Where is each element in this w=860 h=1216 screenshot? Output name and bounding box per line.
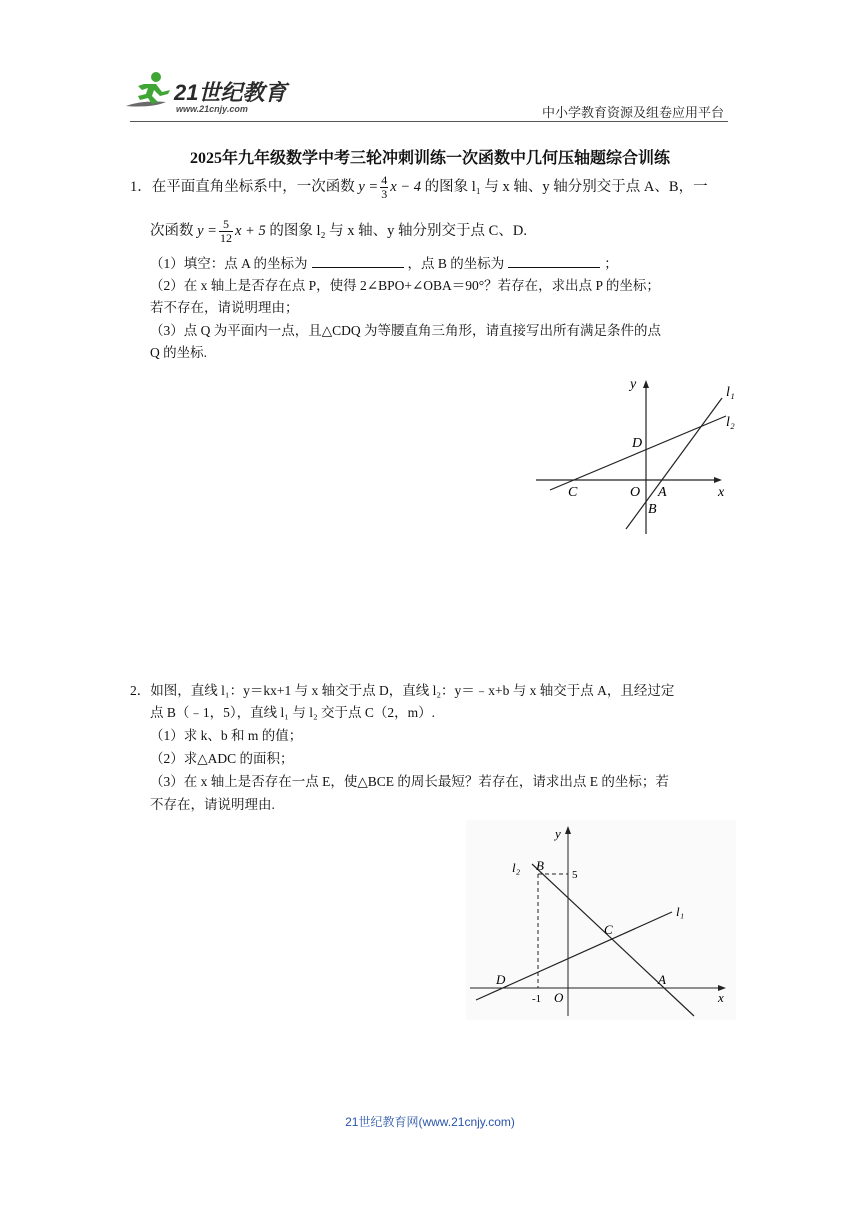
q1-part3-line2: Q 的坐标. — [150, 345, 207, 360]
fraction-denominator: 3 — [381, 187, 388, 201]
q2-part2: （2）求△ADC 的面积； — [150, 751, 294, 766]
q1-figure — [530, 372, 740, 542]
label-D: D — [496, 972, 506, 987]
q2-text-a: 如图，直线 l₁：y＝kx+1 与 x 轴交于点 D，直线 l₂：y＝﹣x+b 与 x 轴交于点 A，且经过定 — [150, 683, 675, 698]
q1-eq2-fraction — [219, 218, 233, 245]
logo-text: 21世纪教育 — [174, 80, 287, 105]
label-C: C — [604, 922, 613, 937]
q1-part1-text-a: （1）填空：点 A 的坐标为 — [150, 256, 308, 271]
q1-part2-line1: （2）在 x 轴上是否存在点 P，使得 2∠BPO+∠OBA＝90°？若存在，求出点 P 的坐标； — [150, 278, 660, 293]
platform-name: 中小学教育资源及组卷应用平台 — [541, 105, 724, 120]
label-A: A — [658, 972, 666, 987]
q1-part1-text-b: ，点 B 的坐标为 — [407, 256, 505, 271]
q1-eq2-lhs: y = — [197, 222, 217, 239]
label-C: C — [568, 485, 578, 500]
label-O: O — [630, 485, 641, 500]
label-y: y — [555, 826, 561, 841]
q2-part3-line2: 不存在，请说明理由. — [150, 797, 275, 812]
q2-number: 2． — [130, 683, 151, 698]
x-axis-arrow — [714, 477, 722, 483]
q2-part3-line1: （3）在 x 轴上是否存在一点 E，使△BCE 的周长最短？若存在，请求出点 E 的坐标；若 — [150, 774, 669, 789]
q1-line2 — [150, 218, 527, 245]
q1-line1 — [130, 174, 708, 201]
label-x: x — [718, 485, 725, 500]
label-A: A — [658, 485, 667, 500]
site-logo — [122, 70, 292, 116]
footer-link[interactable]: 21世纪教育网(www.21cnjy.com) — [345, 1115, 515, 1129]
label-neg1: -1 — [532, 993, 542, 1005]
label-B: B — [648, 502, 657, 517]
q1-eq1-rhs: x − 4 — [390, 178, 421, 195]
q2-figure — [466, 820, 736, 1020]
header-divider — [130, 121, 728, 122]
q1-part1-text-c: ； — [604, 256, 618, 271]
q1-part3-line1: （3）点 Q 为平面内一点，且△CDQ 为等腰直角三角形，请直接写出所有满足条件的点 — [150, 323, 662, 338]
q2-part1: （1）求 k、b 和 m 的值； — [150, 728, 303, 743]
label-l1: l₁ — [676, 904, 685, 919]
label-5: 5 — [572, 869, 578, 881]
line-l2 — [550, 416, 726, 490]
label-B: B — [536, 858, 544, 873]
q1-part2-line2: 若不存在，请说明理由； — [150, 300, 299, 315]
answer-blank-b[interactable] — [508, 254, 600, 268]
q1-eq2-rhs: x + 5 — [234, 222, 266, 239]
runner-logo-icon — [122, 70, 182, 112]
page-title: 2025年九年级数学中考三轮冲刺训练一次函数中几何压轴题综合训练 — [189, 150, 670, 167]
q1-number: 1． — [130, 178, 152, 195]
q1-eq1-fraction — [380, 174, 388, 201]
y-axis-arrow — [643, 380, 649, 388]
label-D: D — [632, 436, 643, 451]
fraction-denominator: 12 — [219, 231, 232, 245]
q1-eq1-lhs: y = — [358, 178, 379, 195]
label-l2: l₂ — [726, 415, 735, 430]
q1-part1 — [150, 253, 618, 275]
fraction-numerator: 5 — [219, 218, 233, 232]
q1-text-b: 的图象 l₁ 与 x 轴、y 轴分别交于点 A、B，一 — [424, 178, 708, 195]
line-l1 — [476, 912, 672, 1000]
answer-blank-a[interactable] — [312, 254, 404, 268]
label-l1: l₁ — [726, 385, 735, 400]
q2-line1 — [130, 680, 674, 702]
y-axis-arrow — [565, 826, 571, 834]
logo-url: www.21cnjy.com — [176, 104, 248, 114]
q1-text-a: 在平面直角坐标系中，一次函数 — [151, 178, 355, 195]
fraction-numerator: 4 — [381, 173, 388, 187]
label-l2: l₂ — [512, 860, 521, 875]
q2-line2: 点 B（﹣1，5），直线 l₁ 与 l₂ 交于点 C（2，m）. — [150, 705, 436, 720]
q1-text-c: 次函数 — [150, 222, 194, 239]
label-O: O — [554, 990, 564, 1005]
line-l1 — [626, 398, 722, 529]
label-y: y — [630, 377, 637, 392]
q1-text-d: 的图象 l₂ 与 x 轴、y 轴分别交于点 C、D. — [269, 222, 527, 239]
label-x: x — [718, 990, 724, 1005]
